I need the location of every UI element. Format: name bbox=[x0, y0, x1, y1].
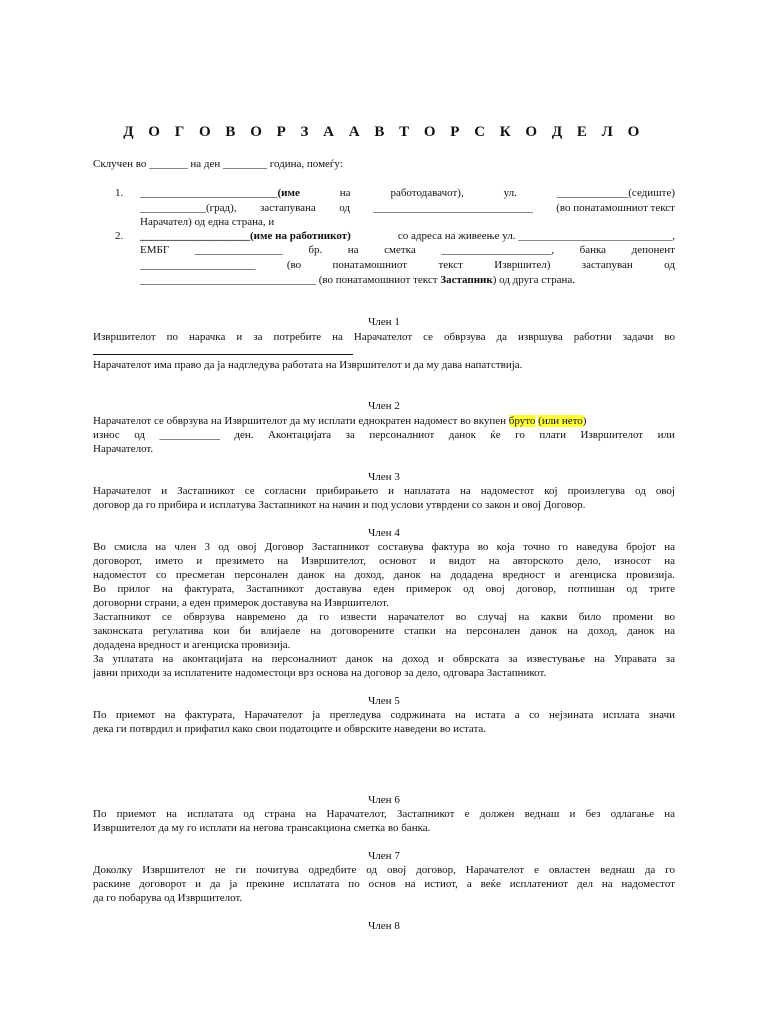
party2-word: (во понатамошниот текст bbox=[318, 274, 438, 286]
party1-line2 bbox=[140, 201, 675, 215]
party1-line1 bbox=[140, 186, 675, 200]
party2-agent-term: Застапник bbox=[440, 274, 493, 286]
party2-word: ) од друга страна. bbox=[492, 274, 575, 286]
party1-word: застапувана bbox=[259, 202, 316, 214]
article6-line: По приемот на исплатата од страна на Нарачателот, Застапникот е должен веднаш и без одлагање на bbox=[93, 808, 675, 820]
article2-line3: Нарачателот. bbox=[93, 443, 154, 455]
amount-blank: ___________ bbox=[159, 429, 220, 441]
article4-line: јавни приходи за исплатените надоместоци врз основа на договор за дело, одговара Застапникот. bbox=[93, 667, 547, 679]
article1-heading: Член 1 bbox=[368, 316, 400, 328]
article2-word: или bbox=[657, 429, 675, 441]
party2-line2 bbox=[140, 243, 675, 257]
party1-line3: Нарачател) од една страна, и bbox=[140, 216, 275, 228]
article6-heading: Член 6 bbox=[368, 794, 400, 806]
article2-line2 bbox=[93, 428, 675, 442]
article2-word: го bbox=[515, 429, 525, 441]
article2-text: Нарачателот се обврзува на Извршителот да му исплати еднократен надомест во вкупен bbox=[93, 415, 507, 427]
article2-word: износ bbox=[93, 429, 120, 441]
party2-line4 bbox=[140, 273, 575, 287]
article4-heading: Член 4 bbox=[368, 527, 400, 539]
article3-heading: Член 3 bbox=[368, 471, 400, 483]
party2-word: Извршител) bbox=[494, 259, 551, 271]
party1-seat-blank: _____________(седиште) bbox=[556, 187, 675, 199]
article7-line: Доколку Извршителот не ги почитува одредбите од овој договор, Нарачателот е овластен веднаш да го bbox=[93, 864, 675, 876]
party2-word: ЕМБГ bbox=[140, 244, 170, 256]
party2-word: (во bbox=[286, 259, 302, 271]
article7-line: да го побарува од Извршителот. bbox=[93, 892, 243, 904]
article2-word: за bbox=[345, 429, 355, 441]
article4-line: Во смисла на член 3 од овој Договор Застапникот составува фактура во која точно го наведува бројот на bbox=[93, 541, 675, 553]
article1-line: Нарачателот има право да ја надгледува работата на Извршителот и да му дава напатствија. bbox=[93, 359, 523, 371]
article4-line: законската регулатива кои би влијаеле на договорените стапки на персонален данок на доход, данок на bbox=[93, 625, 675, 637]
party2-word: банка bbox=[579, 244, 607, 256]
article5-line: дека ги потврдил и прифатил како свои податоците и обврските наведени во истата. bbox=[93, 723, 487, 735]
article2-word: данок bbox=[448, 429, 476, 441]
article2-word: плати bbox=[539, 429, 566, 441]
party1-word: (во понатамошниот текст bbox=[556, 202, 675, 214]
article4-line: договорни страни, а еден примерок доставува на Извршителот. bbox=[93, 597, 389, 609]
article2-word: ќе bbox=[490, 429, 501, 441]
article2-heading: Член 2 bbox=[368, 400, 400, 412]
party2-line3 bbox=[140, 258, 675, 272]
party1-city-blank: ____________(град), bbox=[140, 202, 237, 214]
party1-number: 1. bbox=[115, 187, 124, 199]
article2-word: Аконтацијата bbox=[268, 429, 332, 441]
party1-word: од bbox=[339, 202, 350, 214]
article4-line: Застапникот се обврзува навремено да го извести нарачателот во случај на какви било промени во bbox=[93, 611, 675, 623]
article3-line: Нарачателот и Застапникот се согласни прибирањето и наплатата на надоместот кој произлегува од овој bbox=[93, 485, 675, 497]
party2-word: бр. bbox=[308, 244, 323, 256]
party2-word: понатамошниот bbox=[332, 259, 408, 271]
party2-agent-blank: ________________________________ bbox=[140, 274, 316, 286]
article1-blank-line bbox=[93, 354, 353, 355]
party1-word: ул. bbox=[503, 187, 517, 199]
net-highlight: (или нето bbox=[538, 415, 583, 427]
article3-line: договор да го прибира и исплатува Застапникот на начин и под услови утврдени со закон и овој Договор. bbox=[93, 499, 586, 511]
article2-word: ден. bbox=[234, 429, 254, 441]
party2-word: сметка bbox=[384, 244, 416, 256]
article2-word: персоналниот bbox=[369, 429, 435, 441]
party2-word: депонент bbox=[631, 244, 675, 256]
intro-line: Склучен во _______ на ден ________ година, помеѓу: bbox=[93, 158, 343, 170]
party1-rep-blank: _____________________________ bbox=[373, 202, 533, 214]
party2-worker-blank: ____________________(име на работникот) bbox=[140, 230, 351, 242]
party2-word: застапуван bbox=[581, 259, 633, 271]
party2-address: со адреса на живеење ул. ____________________________, bbox=[397, 230, 675, 242]
article2-line1 bbox=[93, 414, 586, 428]
article2-word: од bbox=[134, 429, 146, 441]
party2-word: текст bbox=[438, 259, 463, 271]
article4-line: За уплатата на аконтацијата на персоналниот данок на доход и обврската за известување на Управата за bbox=[93, 653, 675, 665]
article2-text: ) bbox=[582, 415, 587, 427]
article4-line: договорот, името и презимето на Извршителот, основот и видот на авторското дело, износот на bbox=[93, 555, 675, 567]
article5-line: По приемот на фактурата, Нарачателот ја прегледува содржината на истата а со нејзината исплата значи bbox=[93, 709, 675, 721]
gross-highlight: бруто bbox=[508, 415, 536, 427]
party2-number: 2. bbox=[115, 230, 124, 242]
article7-heading: Член 7 bbox=[368, 850, 400, 862]
party1-employer-blank: _________________________(име bbox=[140, 187, 300, 199]
article2-word: Извршителот bbox=[580, 429, 644, 441]
article5-heading: Член 5 bbox=[368, 695, 400, 707]
document-title: Д О Г О В О Р З А А В Т О Р С К О Д Е Л О bbox=[123, 124, 645, 140]
article4-line: Во прилог на фактурата, Застапникот доставува еден примерок од овој договор, потпишан од трите bbox=[93, 583, 675, 595]
party2-account-blank: ____________________, bbox=[441, 244, 555, 256]
article4-line: надоместот со пресметан персонален данок на доход, данок на додадена вредност и агенциска провизија. bbox=[93, 569, 675, 581]
party1-word: работодавачот), bbox=[390, 187, 464, 199]
party2-word: од bbox=[664, 259, 675, 271]
party2-bank-blank: _____________________ bbox=[140, 259, 256, 271]
party2-line1 bbox=[140, 229, 675, 243]
party2-word: на bbox=[347, 244, 359, 256]
article1-line: Извршителот по нарачка и за потребите на Нарачателот се обврзува да извршува работни задачи во bbox=[93, 331, 675, 343]
party2-embg-blank: ________________ bbox=[194, 244, 283, 256]
article8-heading: Член 8 bbox=[368, 920, 400, 932]
party1-word: на bbox=[339, 187, 351, 199]
article7-line: раскине договорот и да ја прекине исплатата по основ на истиот, а веќе исплатениот дел на надоместот bbox=[93, 878, 675, 890]
article6-line: Извршителот да му го исплати на негова трансакциона сметка во банка. bbox=[93, 822, 431, 834]
article4-line: додадена вредност и агенциска провизија. bbox=[93, 639, 291, 651]
